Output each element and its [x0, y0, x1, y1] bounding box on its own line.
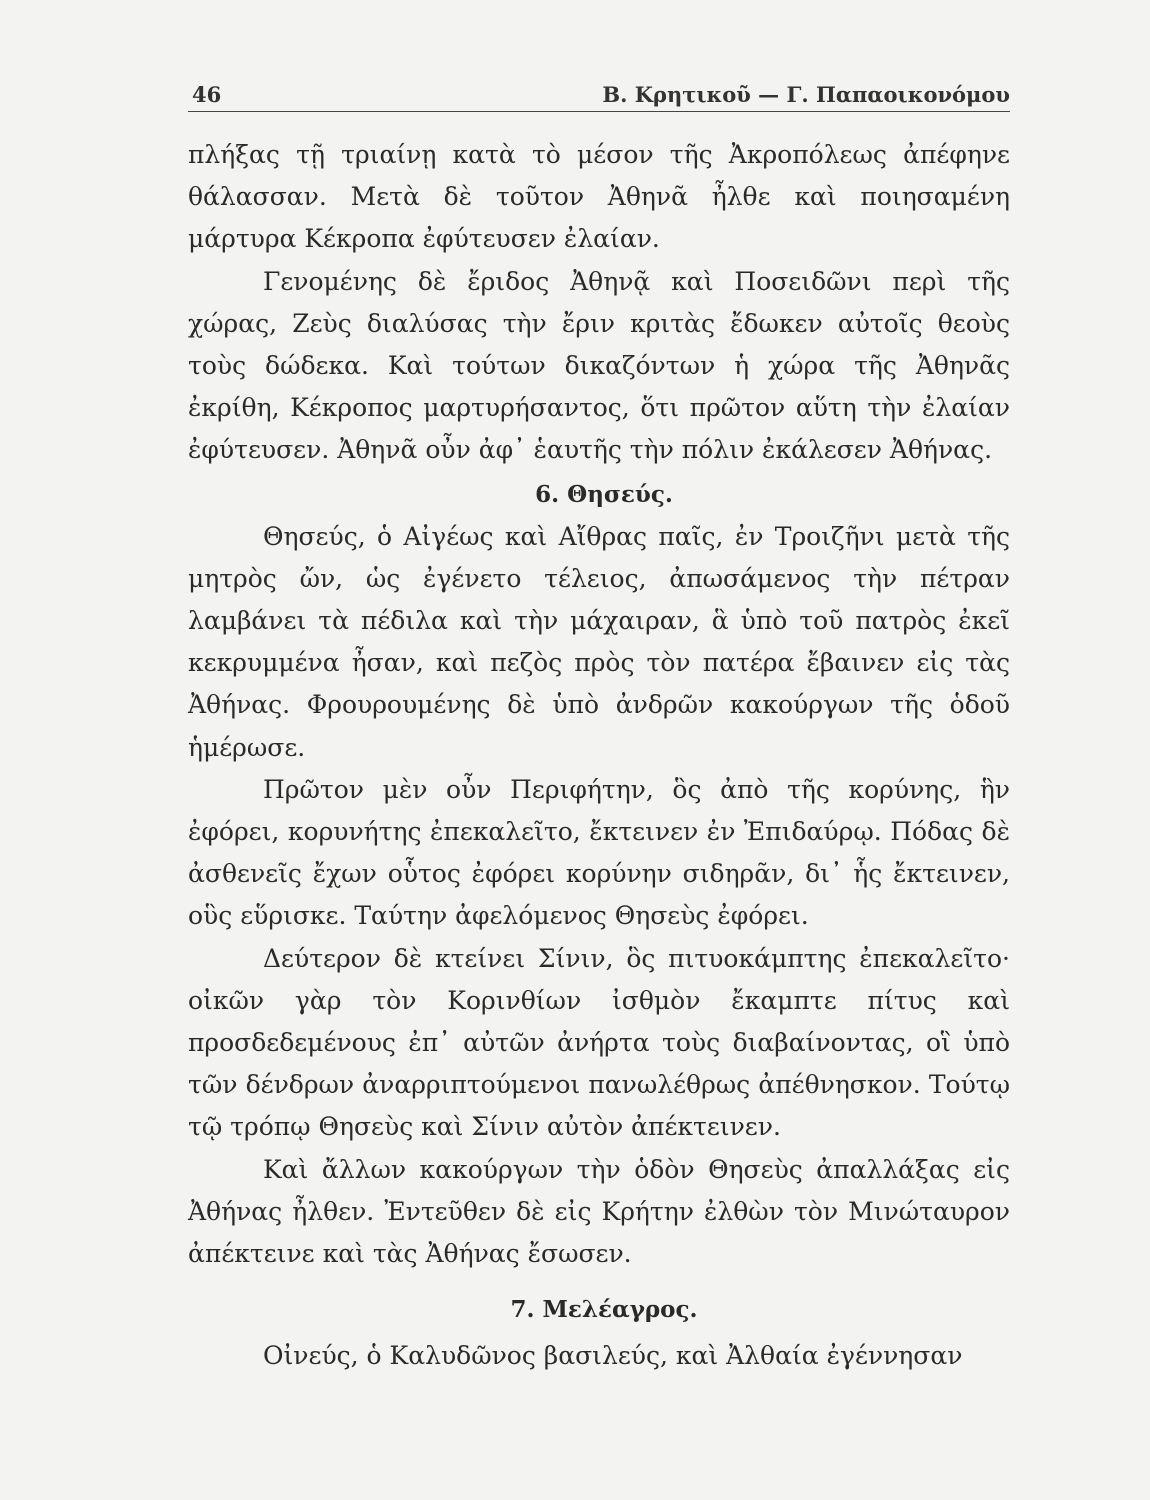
section-heading-theseus: 6. Θησεύς. — [535, 480, 673, 508]
paragraph: Δεύτερον δὲ κτείνει Σίνιν, ὃς πιτυοκάμπτης ἐπεκαλεῖτο· οἰκῶν γὰρ τὸν Κορινθίων ἰσθμὸν ἔκαμπτε πίτυς καὶ προσδεδεμένους ἐπ᾽ αὐτῶν ἀνήρτα τοὺς διαβαίνοντας, οἳ ὑπὸ τῶν δένδρων ἀναρριπτούμενοι πανωλέθρως ἀπέθνησκον. Τούτῳ τῷ τρόπῳ Θησεὺς καὶ Σίνιν αὐτὸν ἀπέκτεινεν. — [188, 943, 1010, 1142]
page-header — [188, 82, 1010, 112]
section-heading-meleager: 7. Μελέαγρος. — [510, 1296, 698, 1324]
page-body — [188, 134, 1010, 1377]
paragraph: Πρῶτον μὲν οὖν Περιφήτην, ὃς ἀπὸ τῆς κορύνης, ἣν ἐφόρει, κορυνήτης ἐπεκαλεῖτο, ἔκτεινεν ἐν Ἐπιδαύρῳ. Πόδας δὲ ἀσθενεῖς ἔχων οὗτος ἐφόρει κορύνην σιδηρᾶν, δι᾽ ἧς ἔκτεινεν, οὓς εὕρισκε. Ταύτην ἀφελόμενος Θησεὺς ἐφόρει. — [188, 774, 1010, 931]
paragraph: Γενομένης δὲ ἔριδος Ἀθηνᾷ καὶ Ποσειδῶνι περὶ τῆς χώρας, Ζεὺς διαλύσας τὴν ἔριν κριτὰς ἔδωκεν αὐτοῖς θεοὺς τοὺς δώδεκα. Καὶ τούτων δικαζόντων ἡ χώρα τῆς Ἀθηνᾶς ἐκρίθη, Κέκροπος μαρτυρήσαντος, ὅτι πρῶτον αὕτη τὴν ἐλαίαν ἐφύτευσεν. Ἀθηνᾶ οὖν ἀφ᾽ ἑαυτῆς τὴν πόλιν ἐκάλεσεν Ἀθήνας. — [188, 266, 1010, 465]
paragraph: Καὶ ἄλλων κακούργων τὴν ὁδὸν Θησεὺς ἀπαλλάξας εἰς Ἀθήνας ἦλθεν. Ἐντεῦθεν δὲ εἰς Κρήτην ἐλθὼν τὸν Μινώταυρον ἀπέκτεινε καὶ τὰς Ἀθήνας ἔσωσεν. — [188, 1154, 1010, 1269]
paragraph: Θησεύς, ὁ Αἰγέως καὶ Αἴθρας παῖς, ἐν Τροιζῆνι μετὰ τῆς μητρὸς ὤν, ὡς ἐγένετο τέλειος, ἀπωσάμενος τὴν πέτραν λαμβάνει τὰ πέδιλα καὶ τὴν μάχαιραν, ἃ ὑπὸ τοῦ πατρὸς ἐκεῖ κεκρυμμένα ἦσαν, καὶ πεζὸς πρὸς τὸν πατέρα ἔβαινεν εἰς τὰς Ἀθήνας. Φρουρουμένης δὲ ὑπὸ ἀνδρῶν κακούργων τῆς ὁδοῦ ἡμέρωσε. — [188, 521, 1010, 762]
paragraph: πλήξας τῇ τριαίνῃ κατὰ τὸ μέσον τῆς Ἀκροπόλεως ἀπέφηνε θάλασσαν. Μετὰ δὲ τοῦτον Ἀθηνᾶ ἦλθε καὶ ποιησαμένη μάρτυρα Κέκροπα ἐφύτευσεν ἐλαίαν. — [188, 140, 1010, 254]
running-title: Β. Κρητικοῦ — Γ. Παπαοικονόμου — [602, 82, 1010, 107]
page-number: 46 — [192, 82, 222, 107]
paragraph: Οἰνεύς, ὁ Καλυδῶνος βασιλεύς, καὶ Ἀλθαία ἐγέννησαν — [263, 1341, 963, 1371]
book-page — [188, 82, 1010, 1377]
